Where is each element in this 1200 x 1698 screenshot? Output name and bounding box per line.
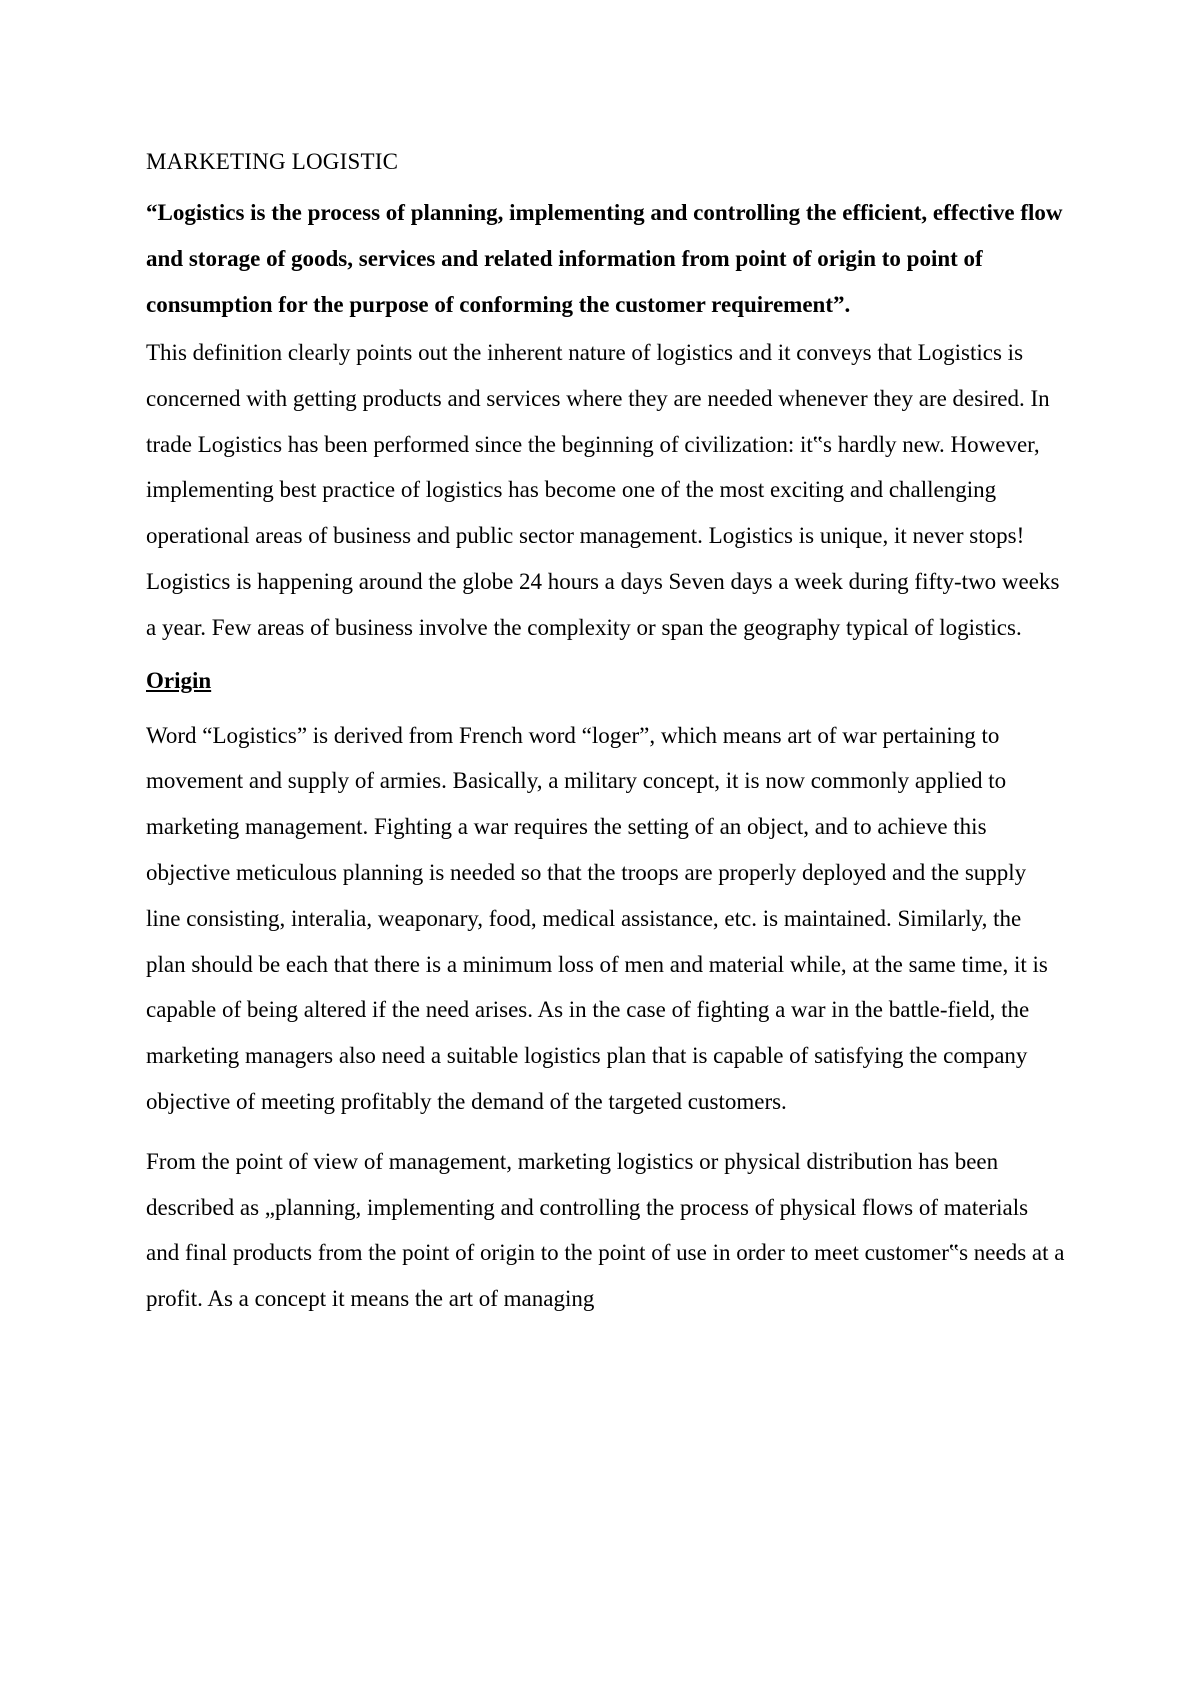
document-title: MARKETING LOGISTIC xyxy=(146,149,399,174)
paragraph-management-view: From the point of view of management, marketing logistics or physical distribution has been described as „planning, implementing and controlling the process of physical flows of materials and final products from the point of origin to the point of use in order to meet customer‟s needs at a profit. As a concept it means the art of managing xyxy=(146,1148,1065,1312)
document-body xyxy=(146,146,1066,1336)
section-heading-origin: Origin xyxy=(146,667,212,693)
logistics-definition: “Logistics is the process of planning, implementing and controlling the efficient, effective flow and storage of goods, services and related information from point of origin to point of consumption for the purpose of conforming the customer requirement”. xyxy=(146,200,1063,317)
paragraph-origin: Word “Logistics” is derived from French word “loger”, which means art of war pertaining to movement and supply of armies. Basically, a military concept, it is now commonly applied to marketing management. Fighting a war requires the setting of an object, and to achieve this objective meticulous planning is needed so that the troops are properly deployed and the supply line consisting, interalia, weaponary, food, medical assistance, etc. is maintained. Similarly, the plan should be each that there is a minimum loss of men and material while, at the same time, it is capable of being altered if the need arises. As in the case of fighting a war in the battle-field, the marketing managers also need a suitable logistics plan that is capable of satisfying the company objective of meeting profitably the demand of the targeted customers. xyxy=(146,722,1048,1114)
paragraph-nature-of-logistics: This definition clearly points out the inherent nature of logistics and it conveys that Logistics is concerned with getting products and services where they are needed whenever they are desired. In trade Logistics has been performed since the beginning of civilization: it‟s hardly new. However, implementing best practice of logistics has become one of the most exciting and challenging operational areas of business and public sector management. Logistics is unique, it never stops! Logistics is happening around the globe 24 hours a days Seven days a week during fifty-two weeks a year. Few areas of business involve the complexity or span the geography typical of logistics. xyxy=(146,340,1060,640)
